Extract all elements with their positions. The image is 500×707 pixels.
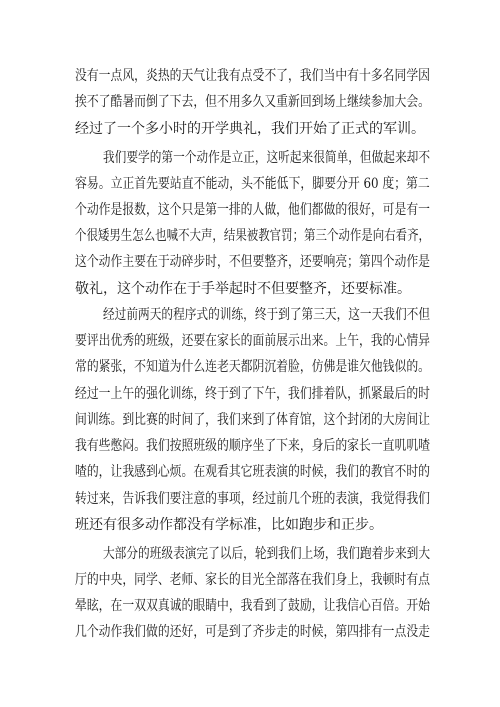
text-line: 个很矮男生怎么也喊不大声，结果被教官罚；第三个动作是向右看齐， — [75, 228, 431, 244]
text-line: 经过一上午的强化训练，终于到了下午，我们排着队，抓紧最后的时 — [75, 386, 430, 402]
text-line: 喳的，让我感到心烦。在观看其它班表演的时候，我们的教官不时的 — [75, 464, 430, 480]
text-line: 班还有很多动作都没有学标准，比如跑步和正步。 — [75, 517, 383, 533]
text-line: 转过来，告诉我们要注意的事项，经过前几个班的表演，我觉得我们 — [75, 491, 430, 507]
text-line: 经过了一个多小时的开学典礼，我们开始了正式的军训。 — [75, 121, 425, 137]
text-line: 容易。立正首先要站直不能动，头不能低下，脚要分开 60 度；第二 — [75, 176, 430, 192]
text-line: 几个动作我们做的还好，可是到了齐步走的时候，第四排有一点没走 — [75, 624, 430, 640]
paragraph-first-line: 我们要学的第一个动作是立正，这听起来很简单，但做起来却不 — [103, 150, 431, 166]
text-line: 没有一点风，炎热的天气让我有点受不了，我们当中有十多名同学因 — [75, 68, 430, 84]
text-line: 要评出优秀的班级，还要在家长的面前展示出来。上午，我的心情异 — [75, 333, 430, 349]
text-line: 厅的中央，同学、老师、家长的目光全部落在我们身上，我顿时有点 — [75, 572, 430, 588]
text-line: 个动作是报数，这个只是第一排的人做，他们都做的很好，可是有一 — [75, 202, 430, 218]
paragraph-first-line: 大部分的班级表演完了以后，轮到我们上场，我们跑着步来到大 — [103, 546, 431, 562]
text-line: 晕眩，在一双双真诚的眼睛中，我看到了鼓励，让我信心百倍。开始 — [75, 598, 430, 614]
text-line: 我有些憋闷。我们按照班级的顺序坐了下来，身后的家长一直叽叽喳 — [75, 438, 430, 454]
text-line: 敬礼，这个动作在于手举起时不但要整齐，还要标准。 — [75, 281, 411, 297]
text-line: 挨不了酷暑而倒了下去，但不用多久又重新回到场上继续参加大会。 — [75, 94, 430, 110]
text-line: 常的紧张，不知道为什么连老天都阴沉着脸，仿佛是谁欠他钱似的。 — [75, 359, 430, 375]
text-line: 这个动作主要在于动碎步时，不但要整齐，还要响亮；第四个动作是 — [75, 254, 430, 270]
paragraph-first-line: 经过前两天的程序式的训练，终于到了第三天，这一天我们不但 — [103, 307, 431, 323]
text-line: 间训练。到比赛的时间了，我们来到了体育馆，这个封闭的大房间让 — [75, 412, 430, 428]
